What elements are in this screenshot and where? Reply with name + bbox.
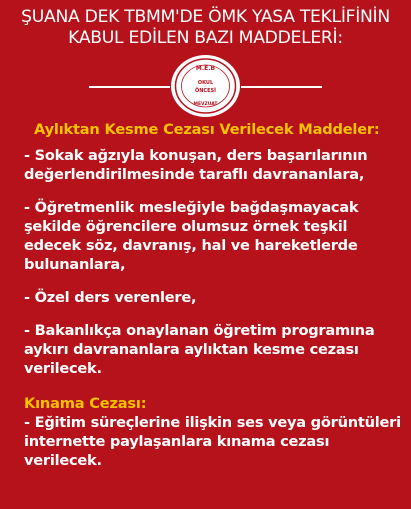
salary-cut-heading: Aylıktan Kesme Cezası Verilecek Maddeler: xyxy=(34,121,380,138)
logo-mid-text-1: OKUL xyxy=(197,80,214,86)
logo-emblem-icon xyxy=(171,55,240,117)
logo-mid-text-2: ÖNCESİ xyxy=(195,88,216,94)
logo-top-text: M.E.B xyxy=(195,65,216,72)
title-line-2: KABUL EDİLEN BAZI MADDELERİ: xyxy=(68,28,343,48)
title-line-1: ŞUANA DEK TBMM'DE ÖMK YASA TEKLİFİNİN xyxy=(21,7,390,27)
divider-right xyxy=(241,86,322,88)
list-item: - Özel ders verenlere, xyxy=(24,289,197,306)
article-body xyxy=(24,120,404,470)
list-item: - Bakanlıkça onaylanan öğretim programına aykırı davrananlara aylıktan kesme cezası verilecek. xyxy=(24,322,375,377)
reprimand-heading: Kınama Cezası: xyxy=(24,395,147,412)
logo-row xyxy=(0,55,411,117)
list-item: - Öğretmenlik mesleğiyle bağdaşmayacak şekilde öğrencilere olumsuz örnek teşkil edecek söz, davranış, hal ve hareketlerde bulunanlara, xyxy=(24,199,359,273)
divider-left xyxy=(89,86,170,88)
list-item: - Eğitim süreçlerine ilişkin ses veya görüntüleri internette paylaşanlara kınama cezası verilecek. xyxy=(24,414,401,469)
list-item: - Sokak ağzıyla konuşan, ders başarılarının değerlendirilmesinde taraflı davrananlara, xyxy=(24,147,368,183)
logo-bottom-text: MEVZUAT xyxy=(193,102,218,107)
meb-logo xyxy=(171,55,240,117)
page-title xyxy=(0,7,411,49)
